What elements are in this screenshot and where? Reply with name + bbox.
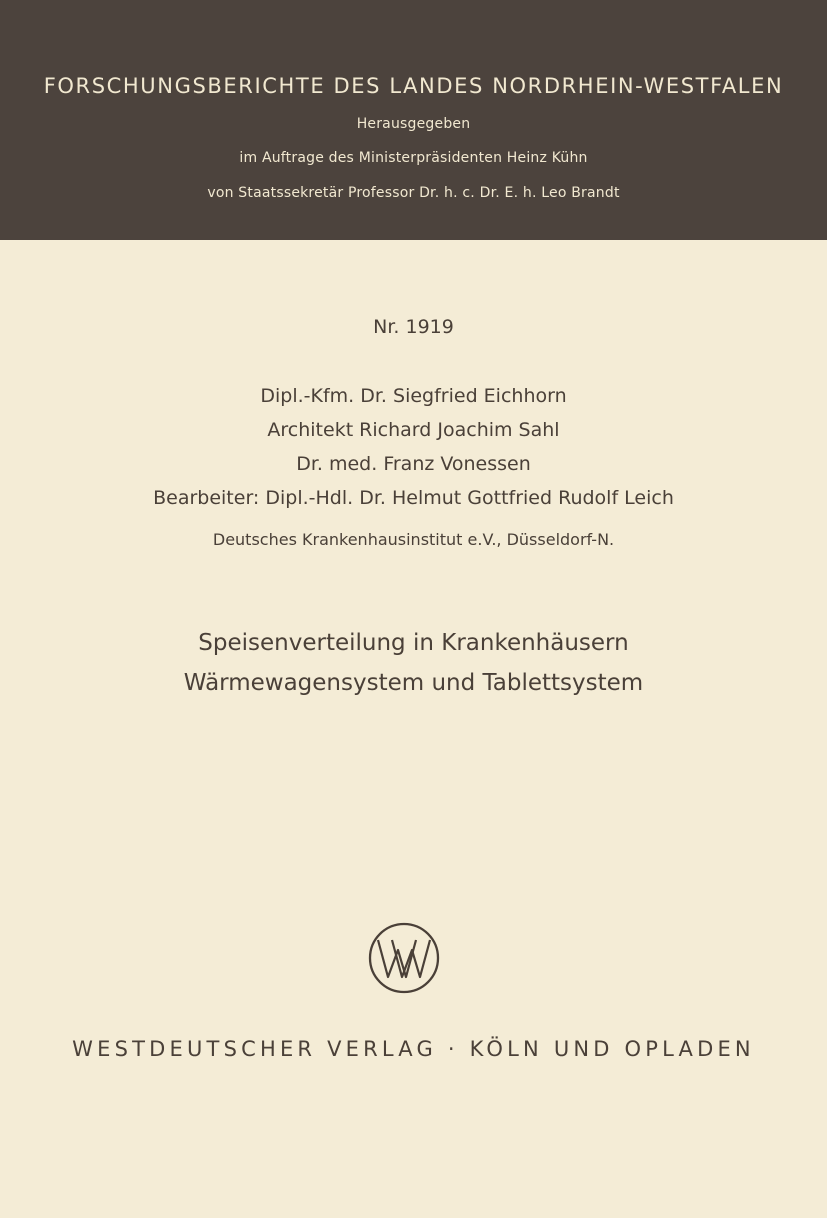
report-number: Nr. 1919 — [373, 316, 454, 338]
editor-line-1: Herausgegeben — [356, 116, 471, 132]
title-line-1: Speisenverteilung in Krankenhäusern — [198, 630, 629, 656]
author-line-1: Dipl.-Kfm. Dr. Siegfried Eichhorn — [260, 385, 567, 407]
institute: Deutsches Krankenhausinstitut e.V., Düsseldorf-N. — [212, 530, 615, 549]
header-band — [0, 0, 827, 240]
author-line-3: Dr. med. Franz Vonessen — [296, 453, 531, 475]
publisher-logo-icon — [366, 920, 442, 996]
title-line-2: Wärmewagensystem und Tablettsystem — [183, 670, 644, 696]
series-title: FORSCHUNGSBERICHTE DES LANDES NORDRHEIN-WESTFALEN — [43, 74, 784, 98]
editor-line-2: im Auftrage des Ministerpräsidenten Heinz Kühn — [239, 150, 588, 166]
author-line-4: Bearbeiter: Dipl.-Hdl. Dr. Helmut Gottfried Rudolf Leich — [153, 487, 674, 509]
publisher-line: WESTDEUTSCHER VERLAG · KÖLN UND OPLADEN — [72, 1037, 755, 1061]
author-line-2: Architekt Richard Joachim Sahl — [267, 419, 560, 441]
editor-line-3: von Staatssekretär Professor Dr. h. c. Dr. E. h. Leo Brandt — [207, 185, 620, 201]
